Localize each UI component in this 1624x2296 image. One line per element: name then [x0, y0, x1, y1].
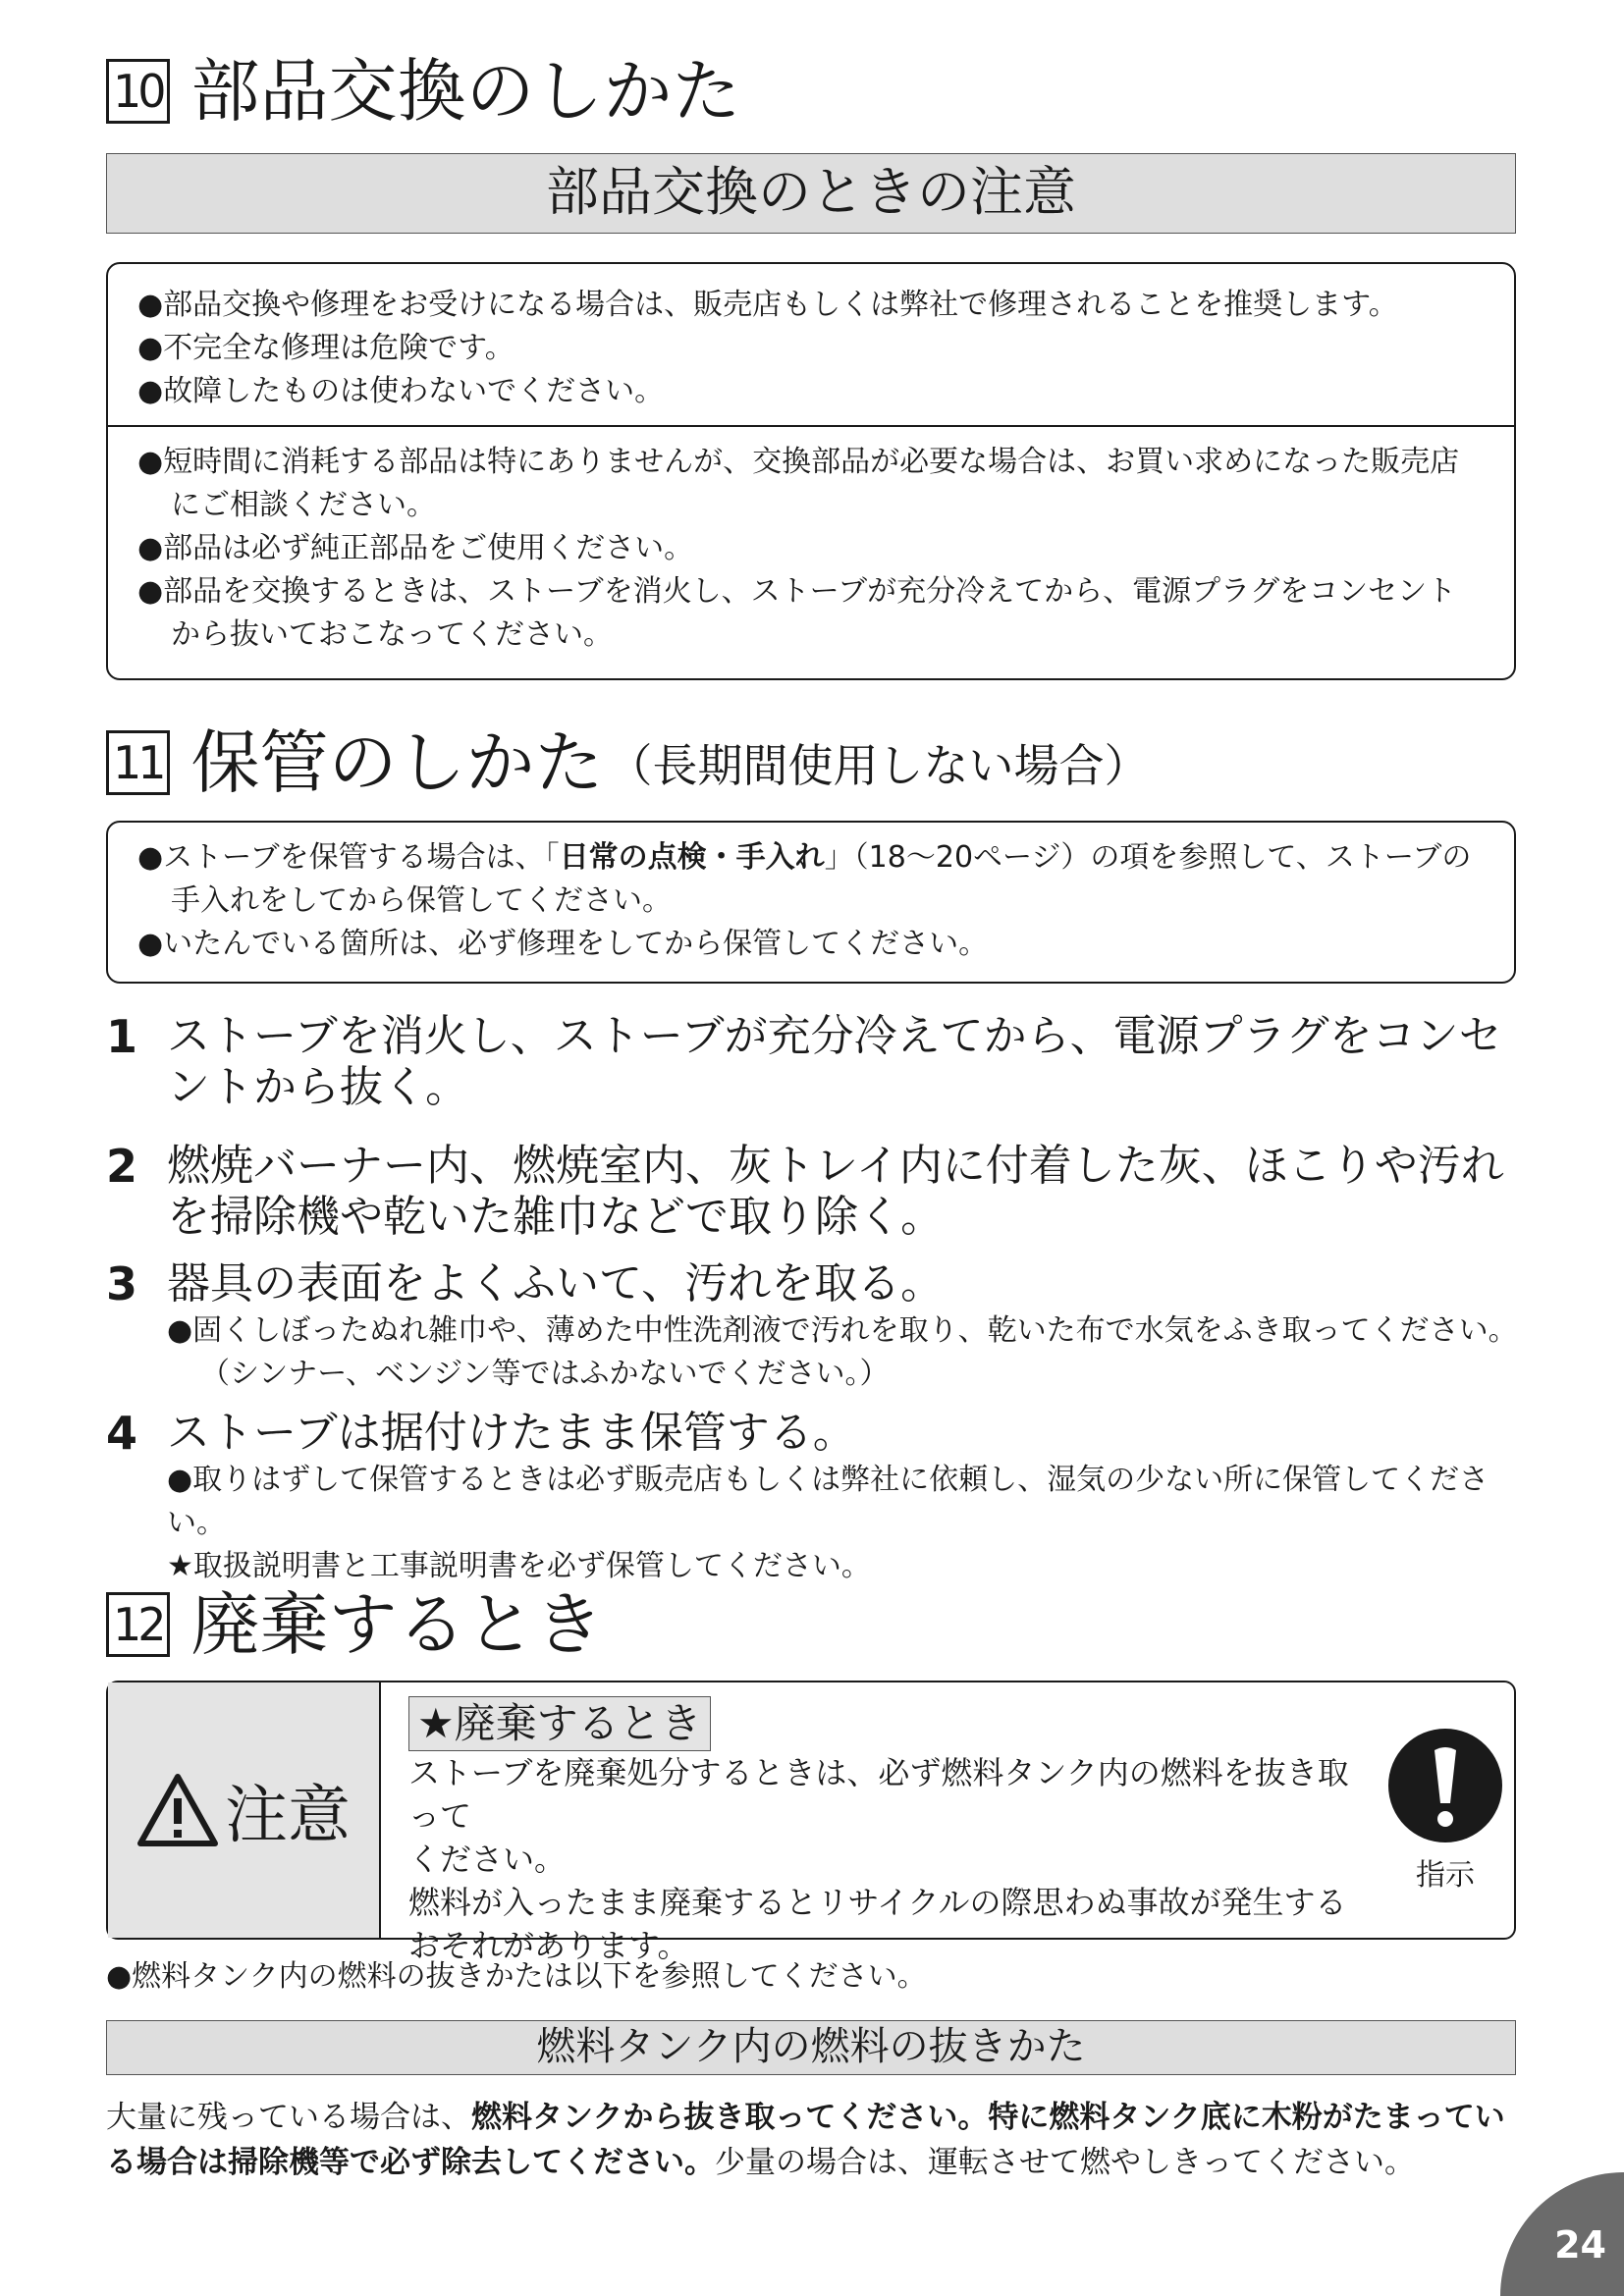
warning-triangle-icon — [136, 1773, 219, 1847]
section-number: 10 — [106, 59, 170, 124]
instruction-symbol — [1377, 1682, 1514, 1938]
step-4 — [106, 1408, 1530, 1588]
subsection-bar: 燃料タンク内の燃料の抜きかた — [106, 2020, 1516, 2075]
step-note: （シンナー、ベンジン等ではふかないでください。） — [200, 1357, 890, 1391]
section-12-heading — [106, 1584, 604, 1665]
section-subtitle: （長期間使用しない場合） — [607, 739, 1150, 792]
section-title: 部品交換のしかた — [190, 51, 741, 132]
section-11-heading — [106, 722, 1150, 803]
step-number: 1 — [106, 1010, 138, 1063]
caution-box — [106, 1681, 1516, 1964]
step-2 — [106, 1141, 1530, 1243]
subsection-bar: 部品交換のときの注意 — [106, 153, 1516, 234]
caution-text: ください。 — [408, 1841, 567, 1878]
section-number: 12 — [106, 1592, 170, 1657]
step-text: ストーブは据付けたまま保管する。 — [167, 1408, 856, 1458]
notice-item: ●短時間に消耗する部品は特にありませんが、交換部品が必要な場合は、お買い求めになった販売店にご相談ください。 — [137, 445, 1460, 522]
caution-tag: ★廃棄するとき — [408, 1696, 711, 1751]
section-number: 11 — [106, 730, 170, 795]
step-text: 器具の表面をよくふいて、汚れを取る。 — [167, 1258, 945, 1308]
notice-item: ●故障したものは使わないでください。 — [137, 374, 665, 408]
caution-text: ストーブを廃棄処分するときは、必ず燃料タンク内の燃料を抜き取って — [408, 1754, 1349, 1835]
notice-item: ●部品を交換するときは、ストーブを消火し、ストーブが充分冷えてから、電源プラグをコンセントから抜いておこなってください。 — [137, 574, 1457, 652]
step-number: 4 — [106, 1407, 138, 1460]
notice-item: ●いたんでいる箇所は、必ず修理をしてから保管してください。 — [137, 927, 989, 961]
parts-notice-box — [106, 262, 1516, 680]
notice-item: ●不完全な修理は危険です。 — [137, 331, 514, 365]
step-note: ●取りはずして保管するときは必ず販売店もしくは弊社に依頼し、湿気の少ない所に保管してください。 — [167, 1463, 1489, 1540]
step-3 — [106, 1258, 1530, 1396]
section-title: 保管のしかた — [190, 722, 604, 803]
disposal-note: ●燃料タンク内の燃料の抜きかたは以下を参照してください。 — [106, 1959, 927, 1994]
caution-content — [381, 1682, 1377, 1964]
storage-notice-box — [106, 821, 1516, 984]
notice-item: ●部品は必ず純正部品をご使用ください。 — [137, 531, 694, 565]
section-title: 廃棄するとき — [190, 1584, 604, 1665]
fuel-removal-paragraph: 大量に残っている場合は、燃料タンクから抜き取ってください。特に燃料タンク底に木粉がたまっている場合は掃除機等で必ず除去してください。少量の場合は、運転させて燃やしきってください。 — [106, 2100, 1505, 2180]
section-10-heading — [106, 51, 741, 132]
caution-word: 注意 — [225, 1780, 351, 1852]
step-note: ★取扱説明書と工事説明書を必ず保管してください。 — [167, 1549, 871, 1583]
step-text: 燃焼バーナー内、燃焼室内、灰トレイ内に付着した灰、ほこりや汚れを掃除機や乾いた雑巾などで取り除く。 — [167, 1141, 1504, 1242]
instruction-label: 指示 — [1416, 1858, 1475, 1893]
step-note: ●固くしぼったぬれ雑巾や、薄めた中性洗剤液で汚れを取り、乾いた布で水気をふき取ってください。 — [167, 1313, 1518, 1348]
step-number: 2 — [106, 1140, 138, 1193]
step-1 — [106, 1011, 1530, 1113]
step-number: 3 — [106, 1257, 138, 1310]
exclamation-circle-icon — [1386, 1727, 1504, 1844]
caution-text: おそれがあります。 — [408, 1927, 689, 1964]
notice-item: ●部品交換や修理をお受けになる場合は、販売店もしくは弊社で修理されることを推奨します。 — [137, 288, 1398, 322]
notice-item: ●ストーブを保管する場合は、「日常の点検・手入れ」（18〜20ページ）の項を参照して、ストーブの手入れをしてから保管してください。 — [137, 840, 1472, 918]
caution-label-panel — [108, 1682, 381, 1938]
step-text: ストーブを消火し、ストーブが充分冷えてから、電源プラグをコンセントから抜く。 — [167, 1011, 1502, 1112]
page-number: 24 — [1554, 2223, 1606, 2267]
caution-text: 燃料が入ったまま廃棄するとリサイクルの際思わぬ事故が発生する — [408, 1884, 1347, 1921]
